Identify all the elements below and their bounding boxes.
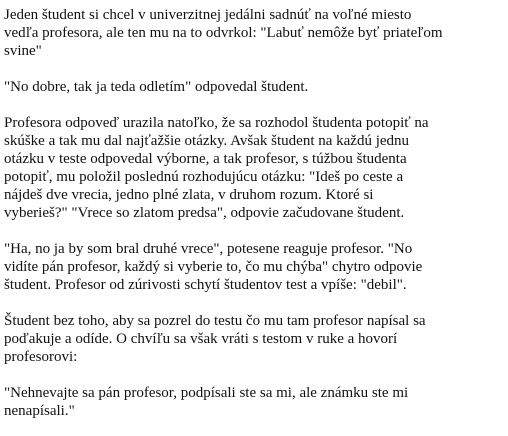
paragraph-exam-question: Profesora odpoveď urazila natoľko, že sa rozhodol študenta potopiť na skúške a tak mu dal najťažšie otázky. Avšak študent na každú jednu otázku v teste odpovedal výborne, a tak profesor, s túžbou študenta potopiť, mu položil poslednú rozhodujúcu otázku: "Ideš po ceste a nájdeš dve vrecia, jedno plné zlata, v druhom rozum. Ktoré si vyberieš?" "Vrece so zlatom predsa", odpovie začudovane študent. [4,115,429,221]
paragraph-professor-reaction: "Ha, no ja by som bral druhé vrece", potesene reaguje profesor. "No vidíte pán profesor, každý si vyberie to, čo mu chýba" chytro odpovie študent. Profesor od zúrivosti schytí študentov test a vpíše: "debil". [4,241,423,293]
paragraph-intro: Jeden študent si chcel v univerzitnej jedálni sadnúť na voľné miesto vedľa profesora, ale ten mu na to odvrkol: "Labuť nemôže byť priateľom svine" [4,7,443,59]
paragraph-punchline: "Nehnevajte sa pán profesor, podpísali ste sa mi, ale známku ste mi nenapísali." [4,385,409,419]
paragraph-student-reply: "No dobre, tak ja teda odletím" odpovedal študent. [4,79,309,95]
paragraph-student-returns: Študent bez toho, aby sa pozrel do testu čo mu tam profesor napísal sa poďakuje a odíde. O chvíľu sa však vráti s testom v ruke a hovorí profesorovi: [4,313,426,365]
